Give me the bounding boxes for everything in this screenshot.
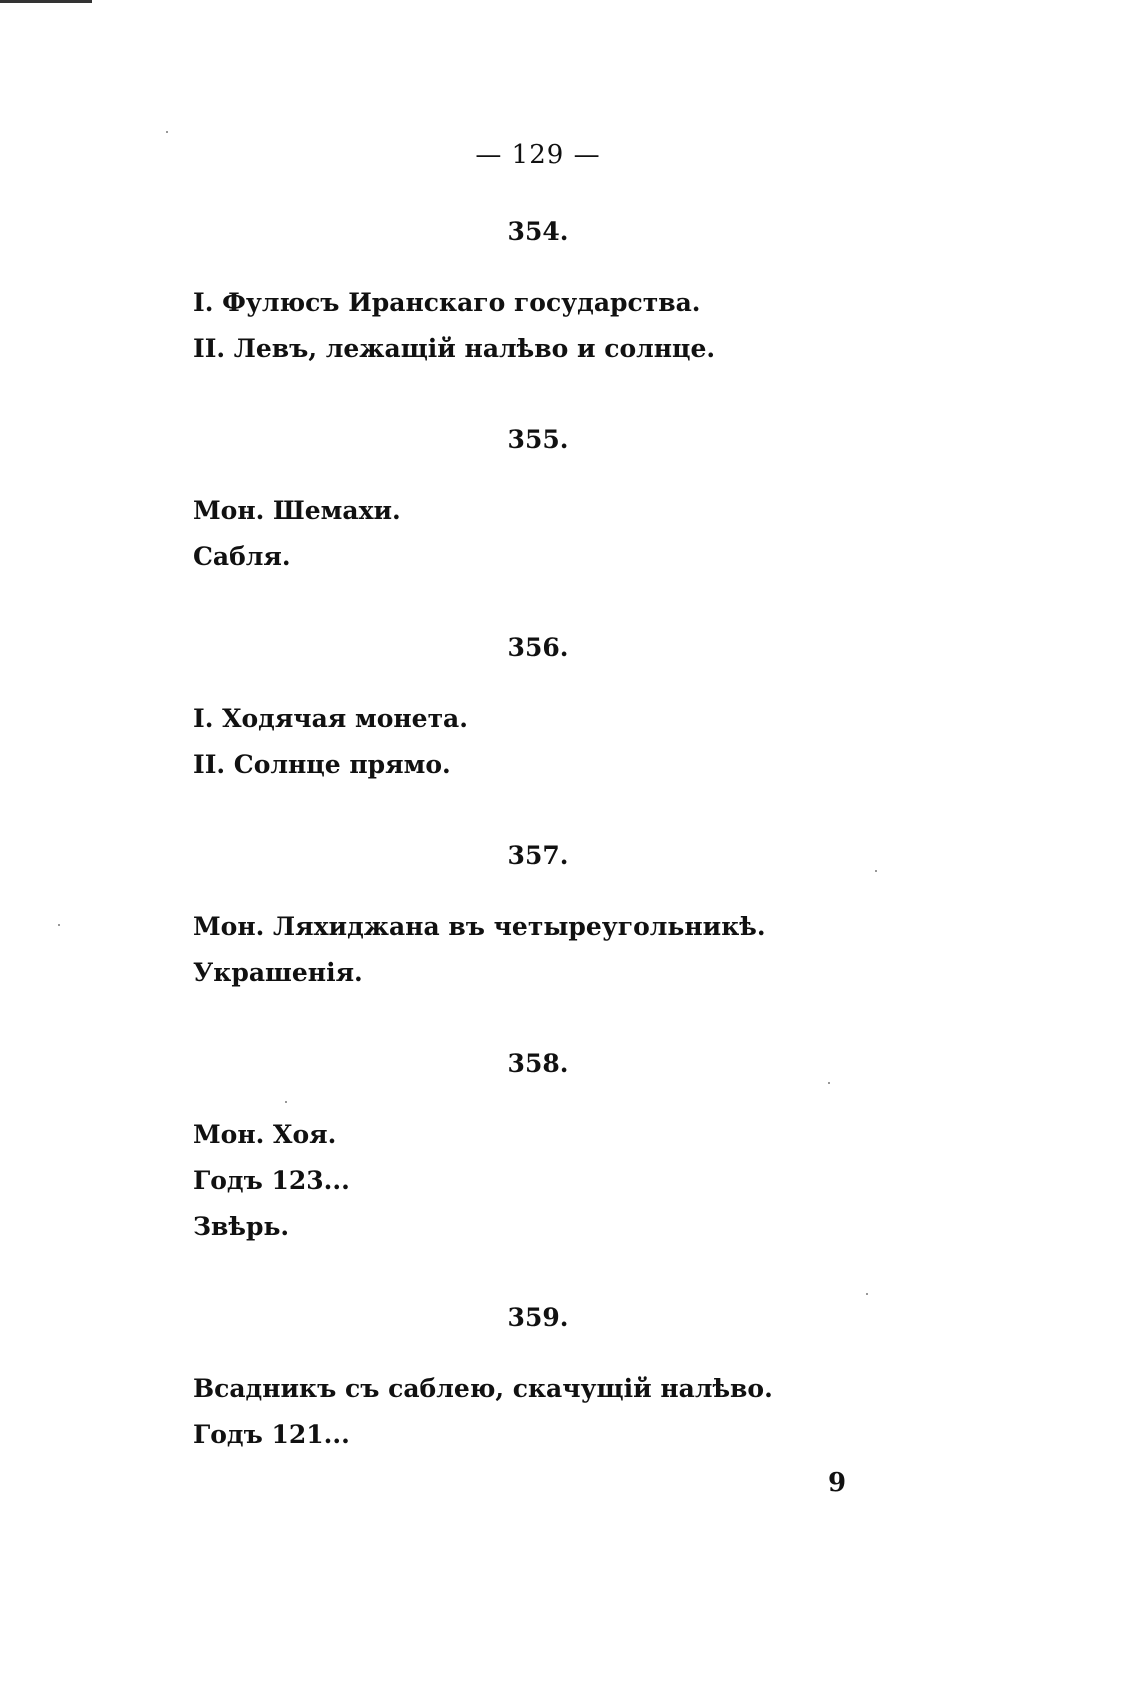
entry-line: Украшенія. bbox=[193, 958, 363, 987]
entry-number: 355. bbox=[507, 425, 569, 454]
entry-number: 358. bbox=[507, 1049, 569, 1078]
entry-number: 357. bbox=[507, 841, 569, 870]
entry-number: 359. bbox=[507, 1303, 569, 1332]
catalog-entries bbox=[193, 214, 893, 1508]
entry-line: Мон. Ляхиджана въ четыреугольникѣ. bbox=[193, 912, 766, 941]
entry-line: Сабля. bbox=[193, 542, 291, 571]
catalog-entry bbox=[193, 214, 893, 372]
paper-speck bbox=[875, 870, 877, 872]
catalog-entry bbox=[193, 1300, 893, 1458]
entry-line: Звѣрь. bbox=[193, 1212, 290, 1241]
entry-line: I. Фулюсъ Иранскаго государства. bbox=[193, 288, 701, 317]
signature-mark: 9 bbox=[828, 1468, 847, 1498]
entry-line: I. Ходячая монета. bbox=[193, 704, 468, 733]
entry-number: 356. bbox=[507, 633, 569, 662]
entry-line: Годъ 121... bbox=[193, 1420, 350, 1449]
catalog-entry bbox=[193, 422, 893, 580]
catalog-entry bbox=[193, 838, 893, 996]
paper-speck bbox=[166, 131, 168, 133]
paper-speck bbox=[828, 1082, 830, 1084]
entry-line: Мон. Шемахи. bbox=[193, 496, 401, 525]
entry-line: II. Солнце прямо. bbox=[193, 750, 451, 779]
entry-line: Всадникъ съ саблею, скачущій налѣво. bbox=[193, 1374, 773, 1403]
top-edge-rule bbox=[0, 0, 92, 3]
catalog-entry bbox=[193, 1046, 893, 1250]
entry-line: Мон. Хоя. bbox=[193, 1120, 337, 1149]
catalog-entry bbox=[193, 630, 893, 788]
entry-line: II. Левъ, лежащій налѣво и солнце. bbox=[193, 334, 716, 363]
paper-speck bbox=[58, 924, 60, 926]
paper-speck bbox=[866, 1293, 868, 1295]
paper-speck bbox=[285, 1101, 287, 1103]
entry-number: 354. bbox=[507, 217, 569, 246]
entry-line: Годъ 123... bbox=[193, 1166, 350, 1195]
page-header: — 129 — bbox=[475, 140, 601, 170]
